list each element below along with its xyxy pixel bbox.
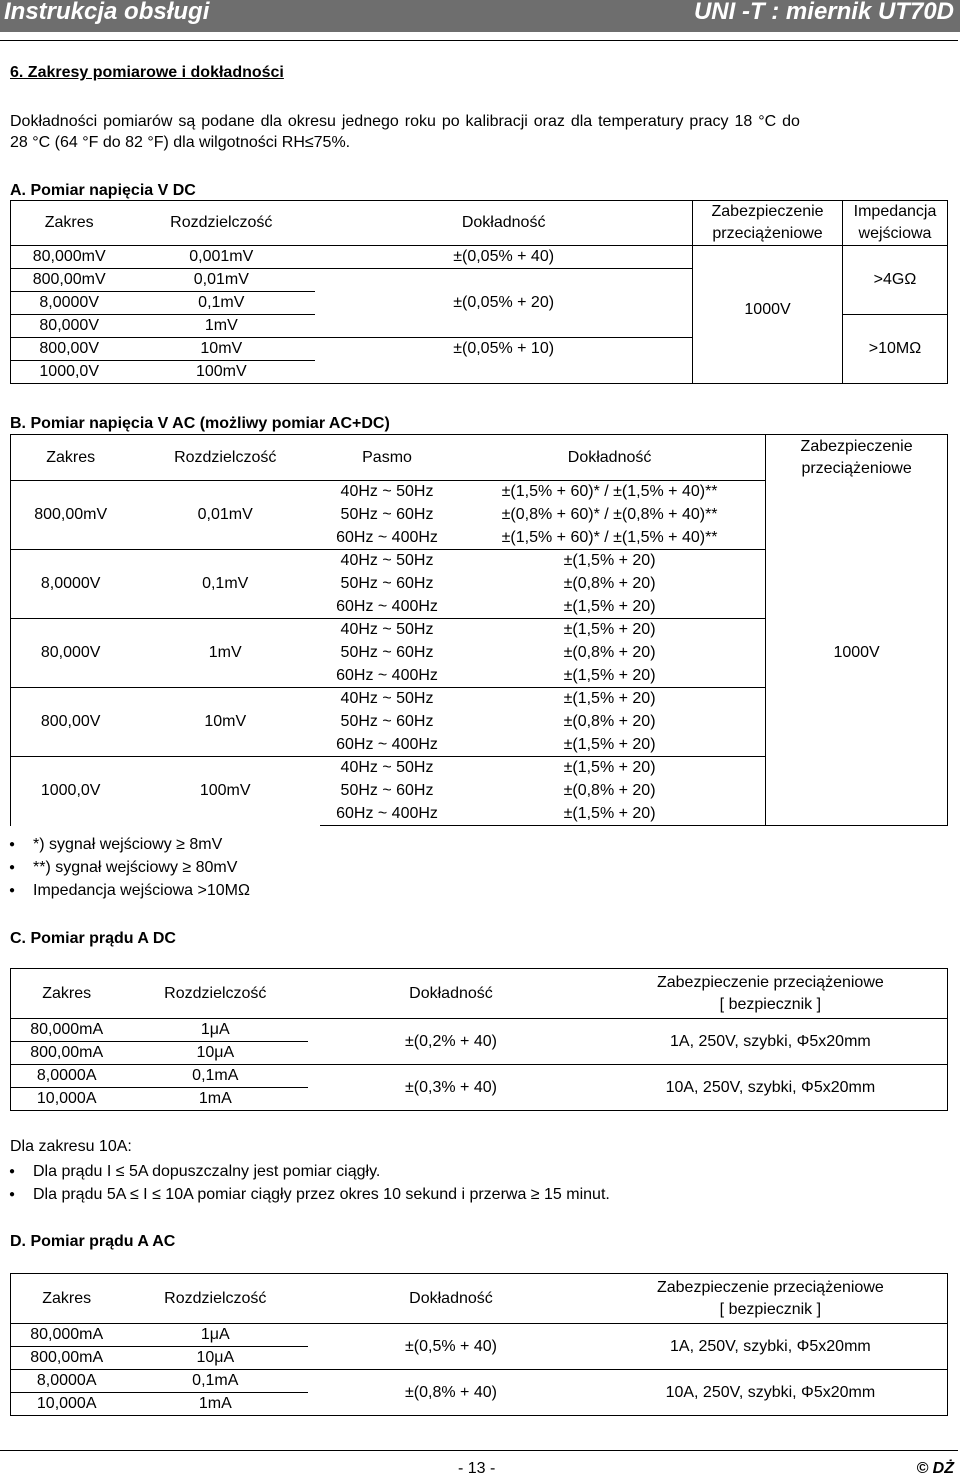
cell-rozdz: 1mV (130, 619, 320, 688)
th-dokladnosc: Dokładność (315, 201, 692, 246)
cell-zakres: 80,000mV (11, 246, 128, 269)
th-zakres: Zakres (11, 969, 123, 1019)
th-zabezpieczenie: Zabezpieczenie przeciążeniowe (766, 435, 948, 481)
cell-dokl: ±(0,05% + 40) (315, 246, 692, 269)
cell-dokl: ±(0,8% + 40) (308, 1370, 594, 1416)
note-item: ● Dla prądu 5A ≤ I ≤ 10A pomiar ciągły przez okres 10 sekund i przerwa ≥ 15 minut. (33, 1183, 610, 1206)
cell-bezpiecznik: 1A, 250V, szybki, Φ5x20mm (594, 1019, 948, 1065)
header-title-left: Instrukcja obsługi (4, 0, 210, 25)
cell-rozdz: 100mV (199, 782, 251, 800)
cell-rozdz: 0,1mV (127, 292, 315, 315)
cell-dokl: ±(0,8% + 60)* / ±(0,8% + 40)** (454, 504, 766, 527)
cell-dokl: ±(1,5% + 20) (454, 550, 766, 573)
cell-zakres: 10,000A (11, 1393, 123, 1416)
cell-rozdz: 100mV (127, 361, 315, 384)
cell-dokl: ±(0,3% + 40) (308, 1065, 594, 1111)
cell-dokl: ±(0,8% + 20) (454, 642, 766, 665)
cell-rozdz: 1μA (122, 1324, 308, 1347)
cell-dokl: ±(1,5% + 20) (454, 619, 766, 642)
cell-dokl: ±(1,5% + 20) (454, 757, 766, 780)
table-adc (10, 968, 948, 1111)
intro-line-1: Dokładności pomiarów są podane dla okresu jednego roku po kalibracji oraz dla temperatury pracy 18 °C do (10, 113, 800, 130)
cell-rozdz: 0,1mA (122, 1370, 308, 1393)
cell-pasmo: 40Hz ~ 50Hz (340, 690, 434, 708)
cell-rozdz: 10μA (122, 1042, 308, 1065)
cell-zakres: 1000,0V (11, 361, 128, 384)
cell-rozdz: 10mV (127, 338, 315, 361)
cell-pasmo: 50Hz ~ 60Hz (340, 644, 434, 661)
cell-pasmo: 40Hz ~ 50Hz (340, 483, 434, 501)
table-aac (10, 1273, 948, 1416)
cell-zakres: 8,0000A (11, 1065, 123, 1088)
cell-pasmo: 40Hz ~ 50Hz (340, 759, 434, 777)
cell-zakres: 8,0000A (11, 1370, 123, 1393)
note-item: ● Dla prądu I ≤ 5A dopuszczalny jest pomiar ciągły. (33, 1160, 380, 1183)
cell-zakres: 800,00mA (11, 1042, 123, 1065)
cell-dokl: ±(0,8% + 20) (454, 573, 766, 596)
header-title-right: UNI -T : miernik UT70D (693, 0, 954, 25)
page-header (0, 0, 960, 32)
cell-zakres: 80,000V (11, 315, 128, 338)
header-rule (0, 40, 958, 41)
cell-impedancja-2: >10MΩ (843, 315, 948, 384)
cell-dokl: ±(1,5% + 60)* / ±(1,5% + 40)** (454, 481, 766, 504)
cell-rozdz: 1μA (122, 1019, 308, 1042)
cell-pasmo: 60Hz ~ 400Hz (320, 734, 454, 757)
cell-pasmo: 60Hz ~ 400Hz (320, 596, 454, 619)
cell-rozdz: 10μA (122, 1347, 308, 1370)
note-item: ● **) sygnał wejściowy ≥ 80mV (33, 856, 237, 879)
cell-zakres: 800,00mA (11, 1347, 123, 1370)
cell-rozdz: 10mV (130, 688, 320, 757)
cell-rozdz: 1mA (122, 1393, 308, 1416)
th-zakres: Zakres (11, 201, 128, 246)
cell-pasmo: 40Hz ~ 50Hz (340, 621, 434, 639)
section-title: 6. Zakresy pomiarowe i dokładności (10, 64, 284, 81)
cell-dokl: ±(0,8% + 20) (454, 711, 766, 734)
cell-rozdz: 0,01mV (127, 269, 315, 292)
cell-bezpiecznik: 10A, 250V, szybki, Φ5x20mm (594, 1065, 948, 1111)
table-vac (10, 434, 948, 826)
cell-dokl: ±(0,5% + 40) (308, 1324, 594, 1370)
cell-zakres: 8,0000V (11, 292, 128, 315)
section-c-title: C. Pomiar prądu A DC (10, 930, 176, 947)
cell-pasmo: 60Hz ~ 400Hz (320, 527, 454, 550)
th-zakres: Zakres (11, 1274, 123, 1324)
cell-zakres: 800,00V (11, 688, 131, 757)
cell-dokl: ±(0,05% + 10) (315, 338, 692, 384)
note-item: ● *) sygnał wejściowy ≥ 8mV (33, 833, 222, 856)
author-mark: © DŻ (916, 1460, 954, 1477)
th-dokladnosc: Dokładność (308, 969, 594, 1019)
th-zabezpieczenie: Zabezpieczenie przeciążeniowe [ bezpiecznik ] (594, 969, 948, 1019)
th-rozdzielczosc: Rozdzielczość (122, 1274, 308, 1324)
cell-rozdz: 0,1mA (122, 1065, 308, 1088)
cell-dokl: ±(0,8% + 20) (454, 780, 766, 803)
cell-rozdz: 1mV (127, 315, 315, 338)
cell-dokl: ±(1,5% + 60)* / ±(1,5% + 40)** (454, 527, 766, 550)
cell-dokl: ±(1,5% + 20) (454, 596, 766, 619)
cell-dokl: ±(1,5% + 20) (454, 665, 766, 688)
cell-dokl: ±(0,05% + 20) (315, 269, 692, 338)
cell-rozdz: 0,01mV (130, 481, 320, 550)
cell-pasmo: 50Hz ~ 60Hz (340, 713, 434, 730)
th-pasmo: Pasmo (320, 435, 454, 481)
th-zabezpieczenie: Zabezpieczenie przeciążeniowe [ bezpiecznik ] (594, 1274, 948, 1324)
cell-zabezpieczenie: 1000V (766, 481, 948, 826)
cell-dokl: ±(1,5% + 20) (454, 803, 766, 826)
cell-dokl: ±(1,5% + 20) (454, 688, 766, 711)
cell-pasmo: 50Hz ~ 60Hz (340, 575, 434, 592)
cell-rozdz: 1mA (122, 1088, 308, 1111)
cell-pasmo: 60Hz ~ 400Hz (320, 665, 454, 688)
cell-dokl: ±(0,2% + 40) (308, 1019, 594, 1065)
cell-pasmo: 50Hz ~ 60Hz (340, 506, 434, 523)
cell-zabezpieczenie: 1000V (693, 246, 843, 384)
th-rozdzielczosc: Rozdzielczość (130, 435, 320, 481)
cell-rozdz: 0,1mV (130, 550, 320, 619)
cell-bezpiecznik: 10A, 250V, szybki, Φ5x20mm (594, 1370, 948, 1416)
note-item: ● Impedancja wejściowa >10MΩ (33, 879, 250, 902)
cell-dokl: ±(1,5% + 20) (454, 734, 766, 757)
th-rozdzielczosc: Rozdzielczość (122, 969, 308, 1019)
cell-zakres: 800,00V (11, 338, 128, 361)
note-title: Dla zakresu 10A: (10, 1138, 132, 1155)
cell-bezpiecznik: 1A, 250V, szybki, Φ5x20mm (594, 1324, 948, 1370)
cell-zakres: 80,000V (11, 619, 131, 688)
section-a-title: A. Pomiar napięcia V DC (10, 182, 196, 199)
cell-impedancja-1: >4GΩ (843, 246, 948, 315)
section-b-title: B. Pomiar napięcia V AC (możliwy pomiar AC+DC) (10, 415, 390, 432)
cell-zakres: 800,00mV (11, 481, 131, 550)
table-vdc (10, 200, 948, 384)
intro-line-2: 28 °C (64 °F do 82 °F) dla wilgotności RH≤75%. (10, 134, 351, 151)
cell-rozdz: 0,001mV (127, 246, 315, 269)
th-zakres: Zakres (11, 435, 131, 481)
th-zabezpieczenie: Zabezpieczenie przeciążeniowe (693, 201, 843, 246)
th-dokladnosc: Dokładność (454, 435, 766, 481)
cell-zakres: 10,000A (11, 1088, 123, 1111)
cell-pasmo: 40Hz ~ 50Hz (340, 552, 434, 570)
cell-zakres: 8,0000V (11, 550, 131, 619)
cell-pasmo: 50Hz ~ 60Hz (340, 782, 434, 799)
page-number: - 13 - (458, 1460, 496, 1477)
th-impedancja: Impedancja wejściowa (843, 201, 948, 246)
cell-pasmo: 60Hz ~ 400Hz (320, 803, 454, 826)
cell-zakres: 80,000mA (11, 1324, 123, 1347)
cell-zakres: 1000,0V (11, 757, 131, 826)
th-rozdzielczosc: Rozdzielczość (127, 201, 315, 246)
section-d-title: D. Pomiar prądu A AC (10, 1233, 176, 1250)
cell-zakres: 800,00mV (11, 269, 128, 292)
cell-zakres: 80,000mA (11, 1019, 123, 1042)
th-dokladnosc: Dokładność (308, 1274, 594, 1324)
footer-rule (0, 1450, 958, 1451)
